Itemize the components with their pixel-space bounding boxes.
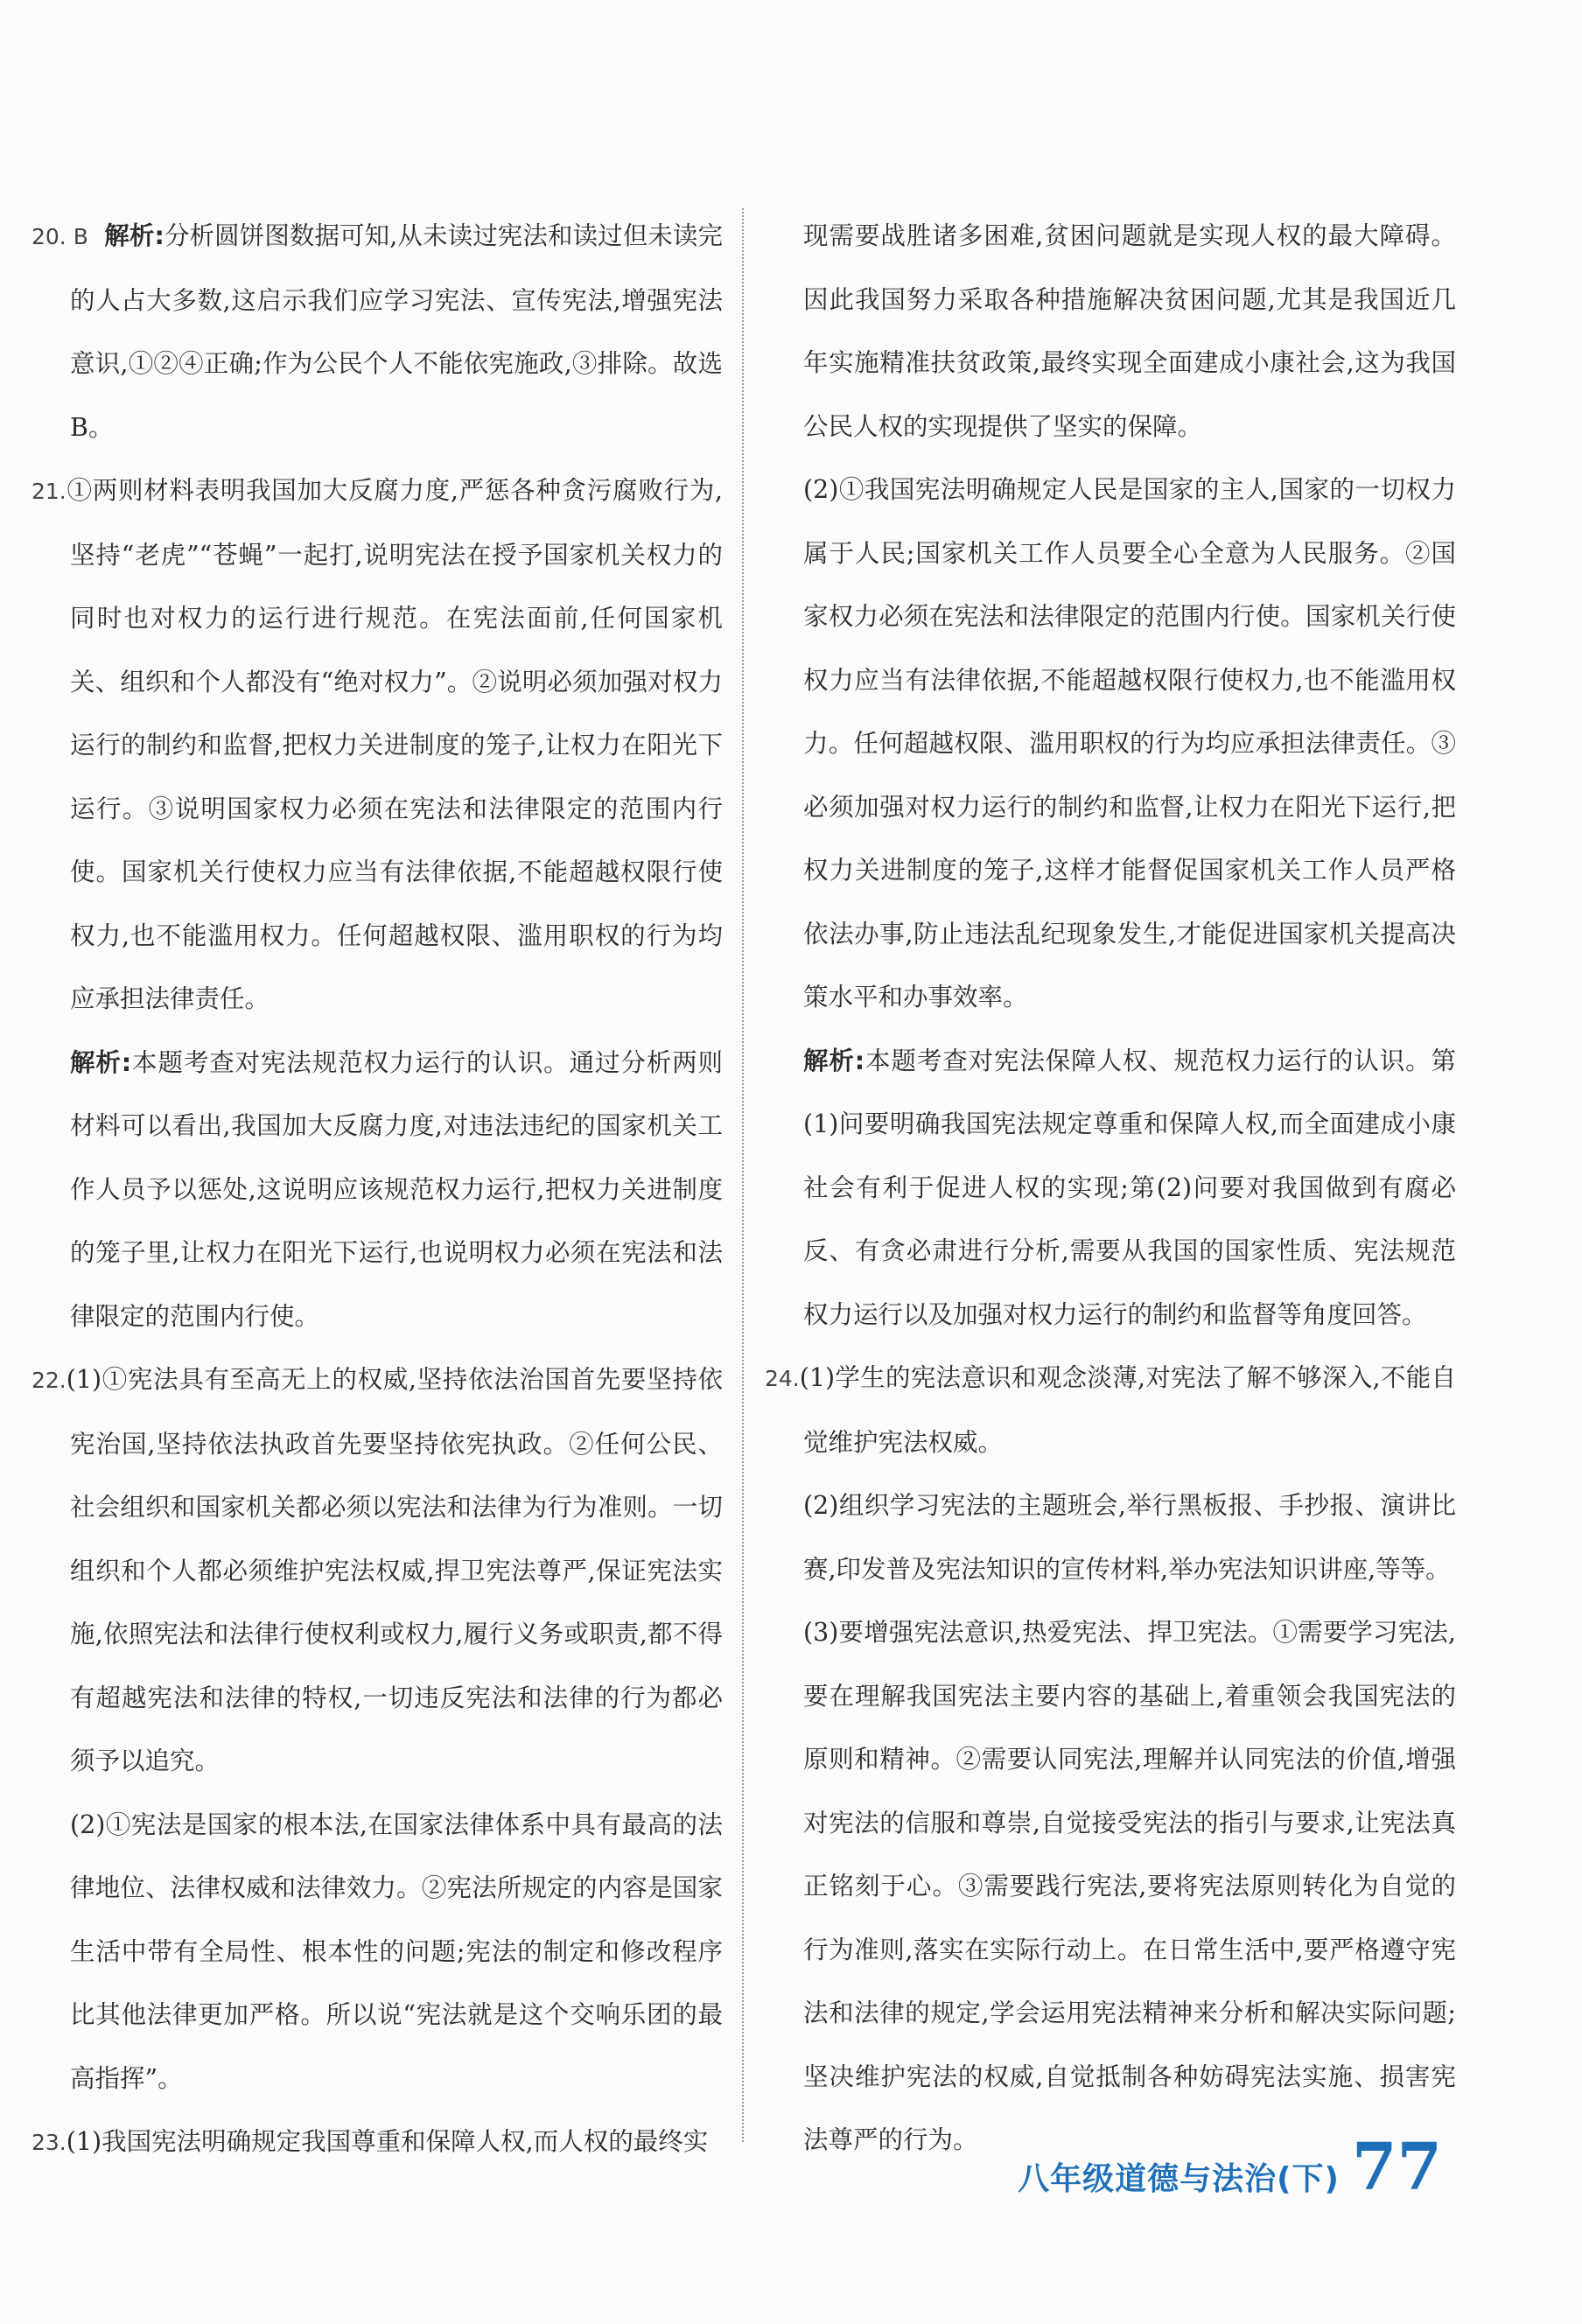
q20-number: 20. B <box>32 224 88 249</box>
q21-answer: ①两则材料表明我国加大反腐力度,严惩各种贪污腐败行为,坚持“老虎”“苍蝇”一起打,说明宪法在授予国家机关权力的同时也对权力的运行进行规范。在宪法面前,任何国家机关、组织和个人都没有“绝对权力”。②说明必须加强对权力运行的制约和监督,把权力关进制度的笼子,让权力在阳光下运行。③说明国家权力必须在宪法和法律限定的范围内行使。国家机关行使权力应当有法律依据,不能超越权限行使权力,也不能滥用权力。任何超越权限、滥用职权的行为均应承担法律责任。 <box>66 476 723 1013</box>
q24-part3: (3)要增强宪法意识,热爱宪法、捍卫宪法。①需要学习宪法,要在理解我国宪法主要内容的基础上,着重领会我国宪法的原则和精神。②需要认同宪法,理解并认同宪法的价值,增强对宪法的信服和尊崇,自觉接受宪法的指引与要求,让宪法真正铭刻于心。③需要践行宪法,要将宪法原则转化为自觉的行为准则,落实在实际行动上。在日常生活中,要严格遵守宪法和法律的规定,学会运用宪法精神来分析和解决实际问题;坚决维护宪法的权威,自觉抵制各种妨碍宪法实施、损害宪法尊严的行为。 <box>803 1618 1456 2154</box>
column-divider <box>742 208 744 2142</box>
q23-start-text: (1)我国宪法明确规定我国尊重和保障人权,而人权的最终实 <box>66 2127 709 2156</box>
q24-number: 24. <box>765 1366 800 1391</box>
right-column <box>765 205 1456 2173</box>
q23-analysis-text: 本题考查对宪法保障人权、规范权力运行的认识。第(1)问要明确我国宪法规定尊重和保障人权,而全面建成小康社会有利于促进人权的实现;第(2)问要对我国做到有腐必反、有贪必肃进行分析,需要从我国的国家性质、宪法规范权力运行以及加强对权力运行的制约和监督等角度回答。 <box>803 1046 1456 1329</box>
q23-continued: 现需要战胜诸多困难,贫困问题就是实现人权的最大障碍。因此我国努力采取各种措施解决贫困问题,尤其是我国近几年实施精准扶贫政策,最终实现全面建成小康社会,这为我国公民人权的实现提供了坚实的保障。 <box>803 221 1456 441</box>
q21-analysis <box>32 1032 723 1349</box>
q23-start <box>32 2110 723 2175</box>
page-number: 77 <box>1352 2130 1442 2205</box>
book-label: 八年级道德与法治(下) <box>1018 2161 1340 2197</box>
left-column <box>32 205 723 2175</box>
page-footer <box>1018 2130 1442 2205</box>
q24-block <box>765 1347 1456 1474</box>
q21-number: 21. <box>32 479 66 504</box>
q24-part2: (2)组织学习宪法的主题班会,举行黑板报、手抄报、演讲比赛,印发普及宪法知识的宣传材料,举办宪法知识讲座,等等。 <box>803 1491 1456 1584</box>
q21-analysis-label: 解析: <box>70 1047 132 1077</box>
q22-part2: (2)①宪法是国家的根本法,在国家法律体系中具有最高的法律地位、法律权威和法律效力。②宪法所规定的内容是国家生活中带有全局性、根本性的问题;宪法的制定和修改程序比其他法律更加严格。所以说“宪法就是这个交响乐团的最高指挥”。 <box>70 1810 723 2093</box>
q21-block <box>32 459 723 1032</box>
q22-part1: (1)①宪法具有至高无上的权威,坚持依法治国首先要坚持依宪治国,坚持依法执政首先要坚持依宪执政。②任何公民、社会组织和国家机关都必须以宪法和法律为行为准则。一切组织和个人都必须维护宪法权威,捍卫宪法尊严,保证宪法实施,依照宪法和法律行使权利或权力,履行义务或职责,都不得有超越宪法和法律的特权,一切违反宪法和法律的行为都必须予以追究。 <box>66 1365 723 1775</box>
q22-number: 22. <box>32 1368 66 1393</box>
q22-block <box>32 1348 723 1794</box>
q21-analysis-text: 本题考查对宪法规范权力运行的认识。通过分析两则材料可以看出,我国加大反腐力度,对违法违纪的国家机关工作人员予以惩处,这说明应该规范权力运行,把权力关进制度的笼子里,让权力在阳光下运行,也说明权力必须在宪法和法律限定的范围内行使。 <box>70 1047 723 1331</box>
q20-text: 分析圆饼图数据可知,从未读过宪法和读过但未读完的人占大多数,这启示我们应学习宪法、宣传宪法,增强宪法意识,①②④正确;作为公民个人不能依宪施政,③排除。故选B。 <box>70 221 724 442</box>
q23-number: 23. <box>32 2130 66 2155</box>
q20-block <box>32 205 723 459</box>
q23-analysis <box>765 1030 1456 1348</box>
q23-part2: (2)①我国宪法明确规定人民是国家的主人,国家的一切权力属于人民;国家机关工作人员要全心全意为人民服务。②国家权力必须在宪法和法律限定的范围内行使。国家机关行使权力应当有法律依据,不能超越权限行使权力,也不能滥用权力。任何超越权限、滥用职权的行为均应承担法律责任。③必须加强对权力运行的制约和监督,让权力在阳光下运行,把权力关进制度的笼子,这样才能督促国家机关工作人员严格依法办事,防止违法乱纪现象发生,才能促进国家机关提高决策水平和办事效率。 <box>803 475 1456 1012</box>
q20-analysis-label: 解析: <box>104 221 164 250</box>
q24-part1: (1)学生的宪法意识和观念淡薄,对宪法了解不够深入,不能自觉维护宪法权威。 <box>799 1363 1456 1457</box>
q23-analysis-label: 解析: <box>803 1046 865 1075</box>
